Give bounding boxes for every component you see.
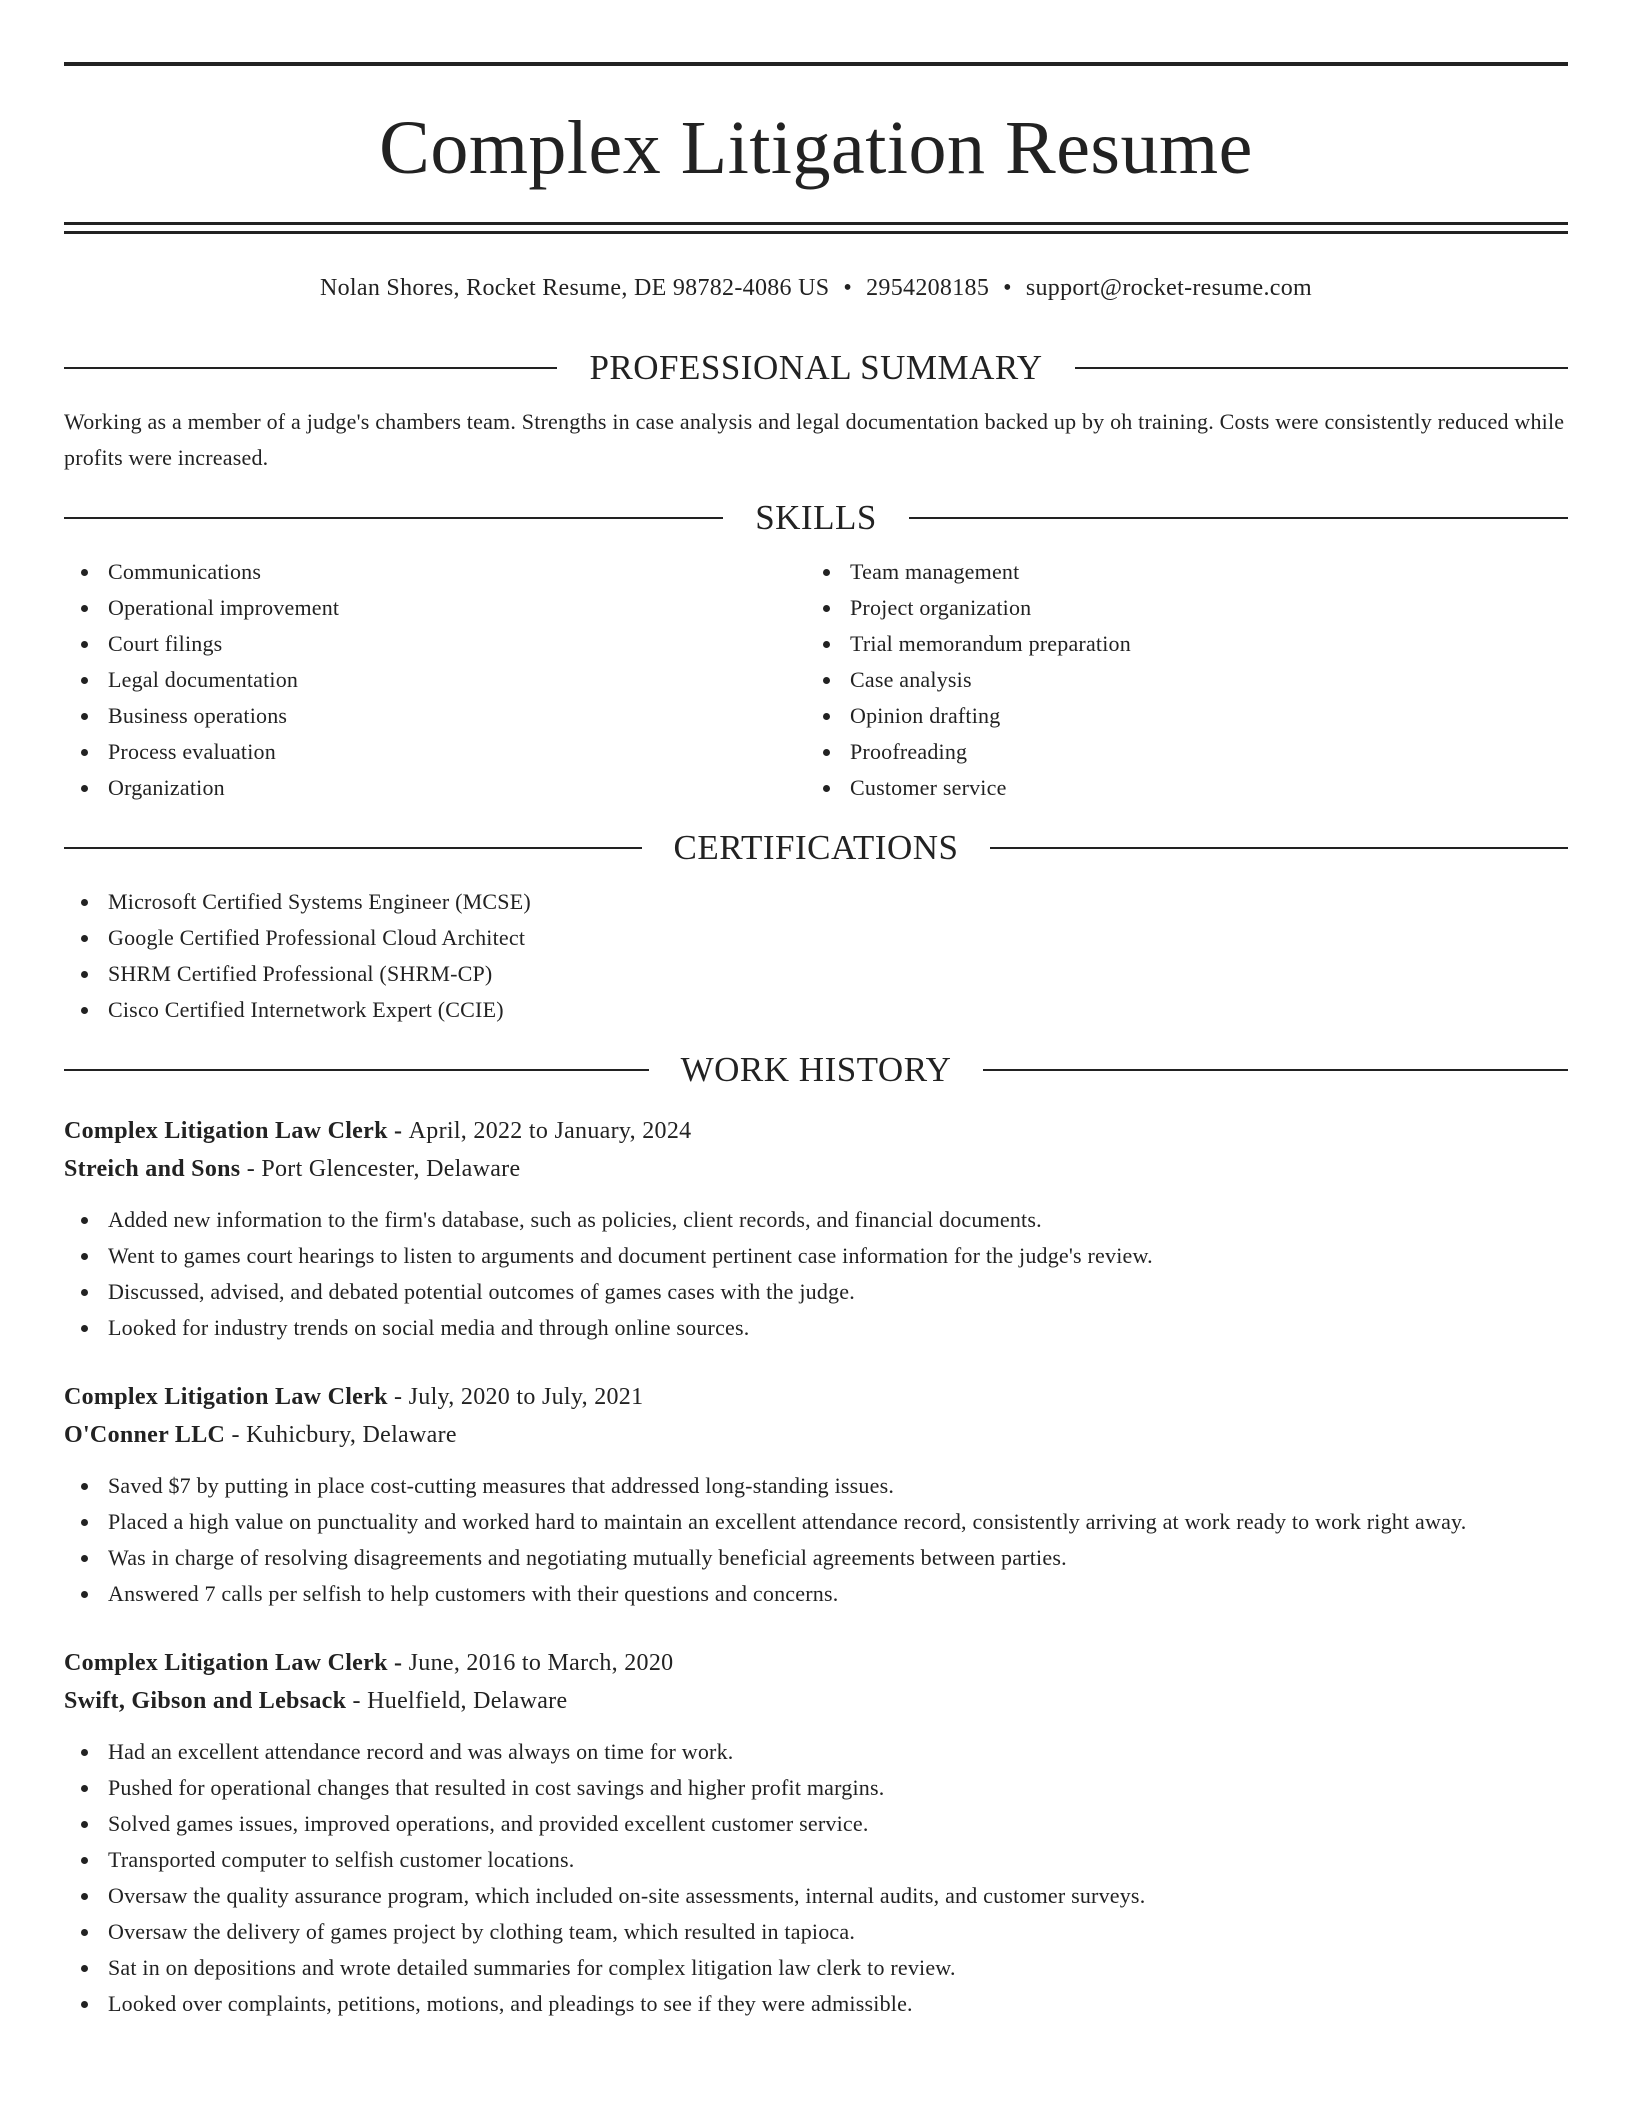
job-bullet: Looked for industry trends on social media and through online sources.	[64, 1310, 1568, 1346]
job-bullet: Solved games issues, improved operations, and provided excellent customer service.	[64, 1806, 1568, 1842]
heading-rule	[990, 847, 1568, 849]
job-dates: April, 2022 to January, 2024	[408, 1118, 692, 1144]
skill-item: Proofreading	[806, 734, 1548, 770]
heading-rule	[64, 847, 642, 849]
job-company: O'Conner LLC	[64, 1422, 226, 1448]
job-company-line	[64, 1150, 1568, 1188]
job-bullet: Added new information to the firm's database, such as policies, client records, and financial documents.	[64, 1202, 1568, 1238]
heading-rule	[1075, 367, 1568, 369]
job-title-line	[64, 1378, 1568, 1416]
skill-item: Communications	[64, 554, 806, 590]
job-bullet: Sat in on depositions and wrote detailed summaries for complex litigation law clerk to review.	[64, 1950, 1568, 1986]
job-bullet: Saved $7 by putting in place cost-cutting measures that addressed long-standing issues.	[64, 1468, 1568, 1504]
job-company: Swift, Gibson and Lebsack	[64, 1688, 347, 1714]
job-title-separator: -	[387, 1118, 409, 1144]
skill-item: Trial memorandum preparation	[806, 626, 1548, 662]
skill-item: Opinion drafting	[806, 698, 1548, 734]
section-heading-work-history	[64, 1050, 1568, 1090]
contact-email: support@rocket-resume.com	[1025, 275, 1313, 301]
contact-line	[64, 272, 1568, 304]
title-double-rule	[64, 222, 1568, 234]
job-bullets	[64, 1468, 1568, 1612]
summary-text: Working as a member of a judge's chambers team. Strengths in case analysis and legal documentation backed up by oh training. Costs were consistently reduced while profits were increased.	[64, 409, 1565, 470]
top-rule	[64, 62, 1568, 66]
heading-rule	[64, 517, 723, 519]
section-title: CERTIFICATIONS	[673, 828, 959, 867]
job-location: Kuhicbury, Delaware	[246, 1422, 457, 1448]
job-bullet: Discussed, advised, and debated potential outcomes of games cases with the judge.	[64, 1274, 1568, 1310]
skill-item: Process evaluation	[64, 734, 806, 770]
job-entry	[64, 1378, 1568, 1612]
job-bullet: Looked over complaints, petitions, motions, and pleadings to see if they were admissible.	[64, 1986, 1568, 2022]
job-title-line	[64, 1112, 1568, 1150]
job-dates: June, 2016 to March, 2020	[408, 1650, 674, 1676]
skills-grid	[64, 554, 1568, 806]
job-bullet: Went to games court hearings to listen to arguments and document pertinent case information for the judge's review.	[64, 1238, 1568, 1274]
skill-item: Case analysis	[806, 662, 1548, 698]
heading-rule	[64, 367, 557, 369]
certification-item: SHRM Certified Professional (SHRM-CP)	[64, 956, 1568, 992]
job-bullet: Transported computer to selfish customer locations.	[64, 1842, 1568, 1878]
skill-item: Court filings	[64, 626, 806, 662]
resume-title: Complex Litigation Resume	[379, 106, 1253, 190]
job-title: Complex Litigation Law Clerk	[64, 1118, 388, 1144]
job-title-separator: -	[387, 1384, 409, 1410]
job-dates: July, 2020 to July, 2021	[408, 1384, 644, 1410]
section-heading-certifications	[64, 828, 1568, 868]
job-title: Complex Litigation Law Clerk	[64, 1650, 388, 1676]
job-company-separator: -	[346, 1688, 368, 1714]
job-bullet: Oversaw the delivery of games project by clothing team, which resulted in tapioca.	[64, 1914, 1568, 1950]
skill-item: Customer service	[806, 770, 1548, 806]
skills-column-left	[64, 554, 806, 806]
skill-item: Project organization	[806, 590, 1548, 626]
section-title: SKILLS	[755, 498, 877, 537]
job-company-line	[64, 1416, 1568, 1454]
skills-column-right	[806, 554, 1548, 806]
job-company: Streich and Sons	[64, 1156, 241, 1182]
skill-item: Organization	[64, 770, 806, 806]
job-title-separator: -	[387, 1650, 409, 1676]
section-title: PROFESSIONAL SUMMARY	[589, 348, 1043, 387]
contact-separator: •	[843, 275, 853, 301]
job-bullet: Oversaw the quality assurance program, which included on-site assessments, internal audits, and customer surveys.	[64, 1878, 1568, 1914]
skill-item: Operational improvement	[64, 590, 806, 626]
resume-page	[64, 62, 1568, 2022]
job-bullet: Placed a high value on punctuality and worked hard to maintain an excellent attendance record, consistently arriving at work ready to work right away.	[64, 1504, 1568, 1540]
job-location: Port Glencester, Delaware	[261, 1156, 521, 1182]
job-entry	[64, 1644, 1568, 2022]
job-bullets	[64, 1734, 1568, 2022]
job-company-separator: -	[240, 1156, 262, 1182]
contact-address: Nolan Shores, Rocket Resume, DE 98782-4086 US	[319, 275, 830, 301]
job-entry	[64, 1112, 1568, 1346]
job-location: Huelfield, Delaware	[367, 1688, 568, 1714]
section-heading-summary	[64, 348, 1568, 388]
section-heading-skills	[64, 498, 1568, 538]
job-bullet: Had an excellent attendance record and was always on time for work.	[64, 1734, 1568, 1770]
job-title: Complex Litigation Law Clerk	[64, 1384, 388, 1410]
job-company-line	[64, 1682, 1568, 1720]
job-bullet: Was in charge of resolving disagreements and negotiating mutually beneficial agreements between parties.	[64, 1540, 1568, 1576]
section-title: WORK HISTORY	[680, 1050, 952, 1089]
contact-phone: 2954208185	[866, 275, 990, 301]
contact-separator: •	[1003, 275, 1012, 301]
job-bullet: Pushed for operational changes that resulted in cost savings and higher profit margins.	[64, 1770, 1568, 1806]
job-bullets	[64, 1202, 1568, 1346]
job-company-separator: -	[225, 1422, 247, 1448]
skill-item: Team management	[806, 554, 1548, 590]
certifications-list	[64, 884, 1568, 1028]
heading-rule	[909, 517, 1568, 519]
job-bullet: Answered 7 calls per selfish to help customers with their questions and concerns.	[64, 1576, 1568, 1612]
job-title-line	[64, 1644, 1568, 1682]
certification-item: Cisco Certified Internetwork Expert (CCIE)	[64, 992, 1568, 1028]
certification-item: Microsoft Certified Systems Engineer (MCSE)	[64, 884, 1568, 920]
heading-rule	[64, 1069, 649, 1071]
skill-item: Business operations	[64, 698, 806, 734]
skill-item: Legal documentation	[64, 662, 806, 698]
certification-item: Google Certified Professional Cloud Architect	[64, 920, 1568, 956]
heading-rule	[983, 1069, 1568, 1071]
